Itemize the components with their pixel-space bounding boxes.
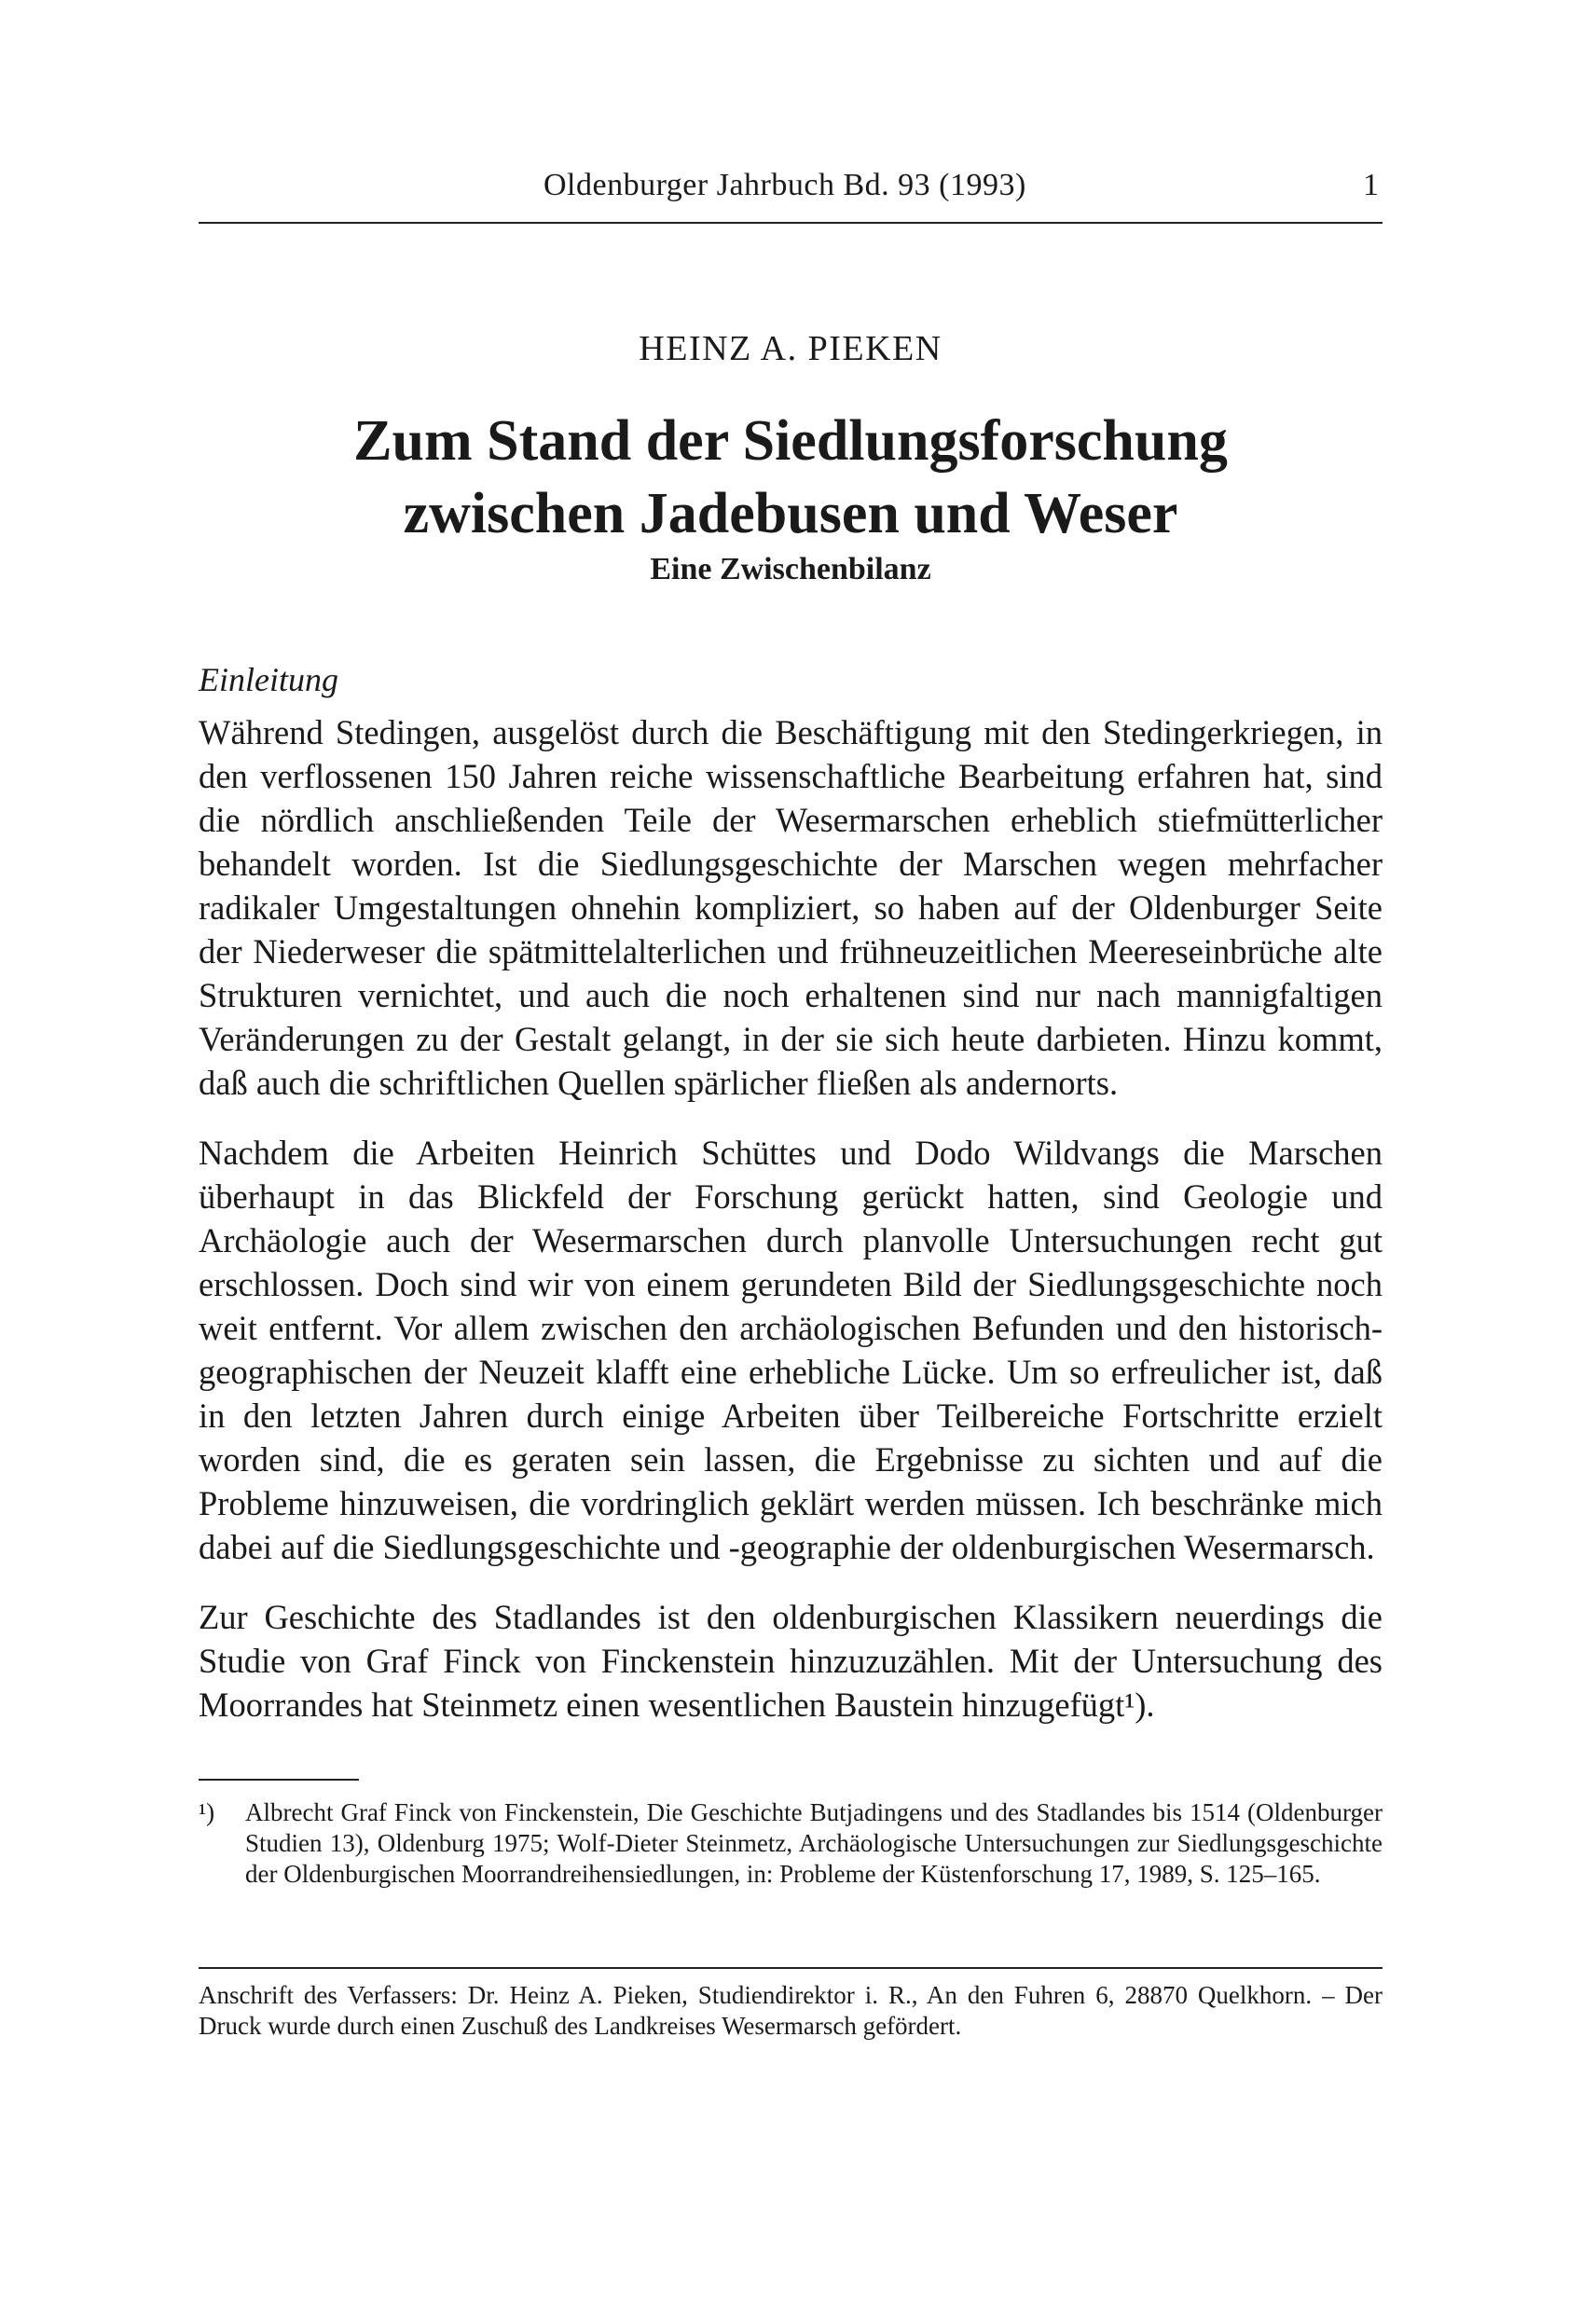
article-title-line-1: Zum Stand der Siedlungsforschung	[353, 409, 1228, 473]
body-paragraph-1: Während Stedingen, ausgelöst durch die Beschäftigung mit den Stedingerkriegen, in den verflossenen 150 Jahren reiche wissenschaftliche Bearbeitung erfahren hat, sind die nördlich anschließenden Teile der Wesermarschen erheblich stiefmütterlicher behandelt worden. Ist die Siedlungsgeschichte der Marschen wegen mehrfacher radikaler Umgestaltungen ohnehin kompliziert, so haben auf der Oldenburger Seite der Niederweser die spätmittelalterlichen und frühneuzeitlichen Meereseinbrüche alte Strukturen vernichtet, und auch die noch erhaltenen sind nur nach mannigfaltigen Veränderungen zu der Gestalt gelangt, in der sie sich heute darbieten. Hinzu kommt, daß auch die schriftlichen Quellen spärlicher fließen als andernorts.	[199, 713, 1383, 1102]
article-subtitle: Eine Zwischenbilanz	[650, 552, 931, 586]
document-page	[199, 0, 1383, 2312]
page-number: 1	[1363, 168, 1379, 202]
author-address-note: Anschrift des Verfassers: Dr. Heinz A. Pieken, Studiendirektor i. R., An den Fuhren 6, 28870 Quelkhorn. – Der Druck wurde durch einen Zuschuß des Landkreises Wesermarsch gefördert.	[199, 1981, 1383, 2040]
footnote-divider	[199, 1779, 359, 1781]
footnote-1	[199, 1797, 1383, 1890]
section-heading-einleitung: Einleitung	[199, 661, 338, 698]
body-paragraph-3: Zur Geschichte des Stadlandes ist den oldenburgischen Klassikern neuerdings die Studie von Graf Finck von Finckenstein hinzuzuzählen. Mit der Untersuchung des Moorrandes hat Steinmetz einen wesentlichen Baustein hinzugefügt¹).	[199, 1598, 1383, 1724]
body-paragraph-2: Nachdem die Arbeiten Heinrich Schüttes und Dodo Wildvangs die Marschen überhaupt in das Blickfeld der Forschung gerückt hatten, sind Geologie und Archäologie auch der Wesermarschen durch planvolle Untersuchungen recht gut erschlossen. Doch sind wir von einem gerundeten Bild der Siedlungsgeschichte noch weit entfernt. Vor allem zwischen den archäologischen Befunden und den historisch-geographischen der Neuzeit klafft eine erhebliche Lücke. Um so erfreulicher ist, daß in den letzten Jahren durch einige Arbeiten über Teilbereiche Fortschritte erzielt worden sind, die es geraten sein lassen, die Ergebnisse zu sichten und auf die Probleme hinzuweisen, die vordringlich geklärt werden müssen. Ich beschränke mich dabei auf die Siedlungsgeschichte und -geographie der oldenburgischen Wesermarsch.	[199, 1134, 1383, 1566]
article-author: HEINZ A. PIEKEN	[639, 329, 942, 368]
footnote-text: Albrecht Graf Finck von Finckenstein, Die Geschichte Butjadingens und des Stadlandes bis 1514 (Oldenburger Studien 13), Oldenburg 1975; Wolf-Dieter Steinmetz, Archäologische Untersuchungen zur Siedlungsgeschichte der Oldenburgischen Moorrandreihensiedlungen, in: Probleme der Küstenforschung 17, 1989, S. 125–165.	[245, 1798, 1383, 1888]
article-title	[199, 405, 1383, 550]
article-title-line-2: zwischen Jadebusen und Weser	[403, 482, 1178, 545]
address-divider	[199, 1967, 1383, 1969]
journal-running-title: Oldenburger Jahrbuch Bd. 93 (1993)	[543, 168, 1026, 202]
running-header	[199, 168, 1383, 224]
article-body	[199, 710, 1383, 1753]
footnote-marker: ¹)	[199, 1798, 215, 1826]
